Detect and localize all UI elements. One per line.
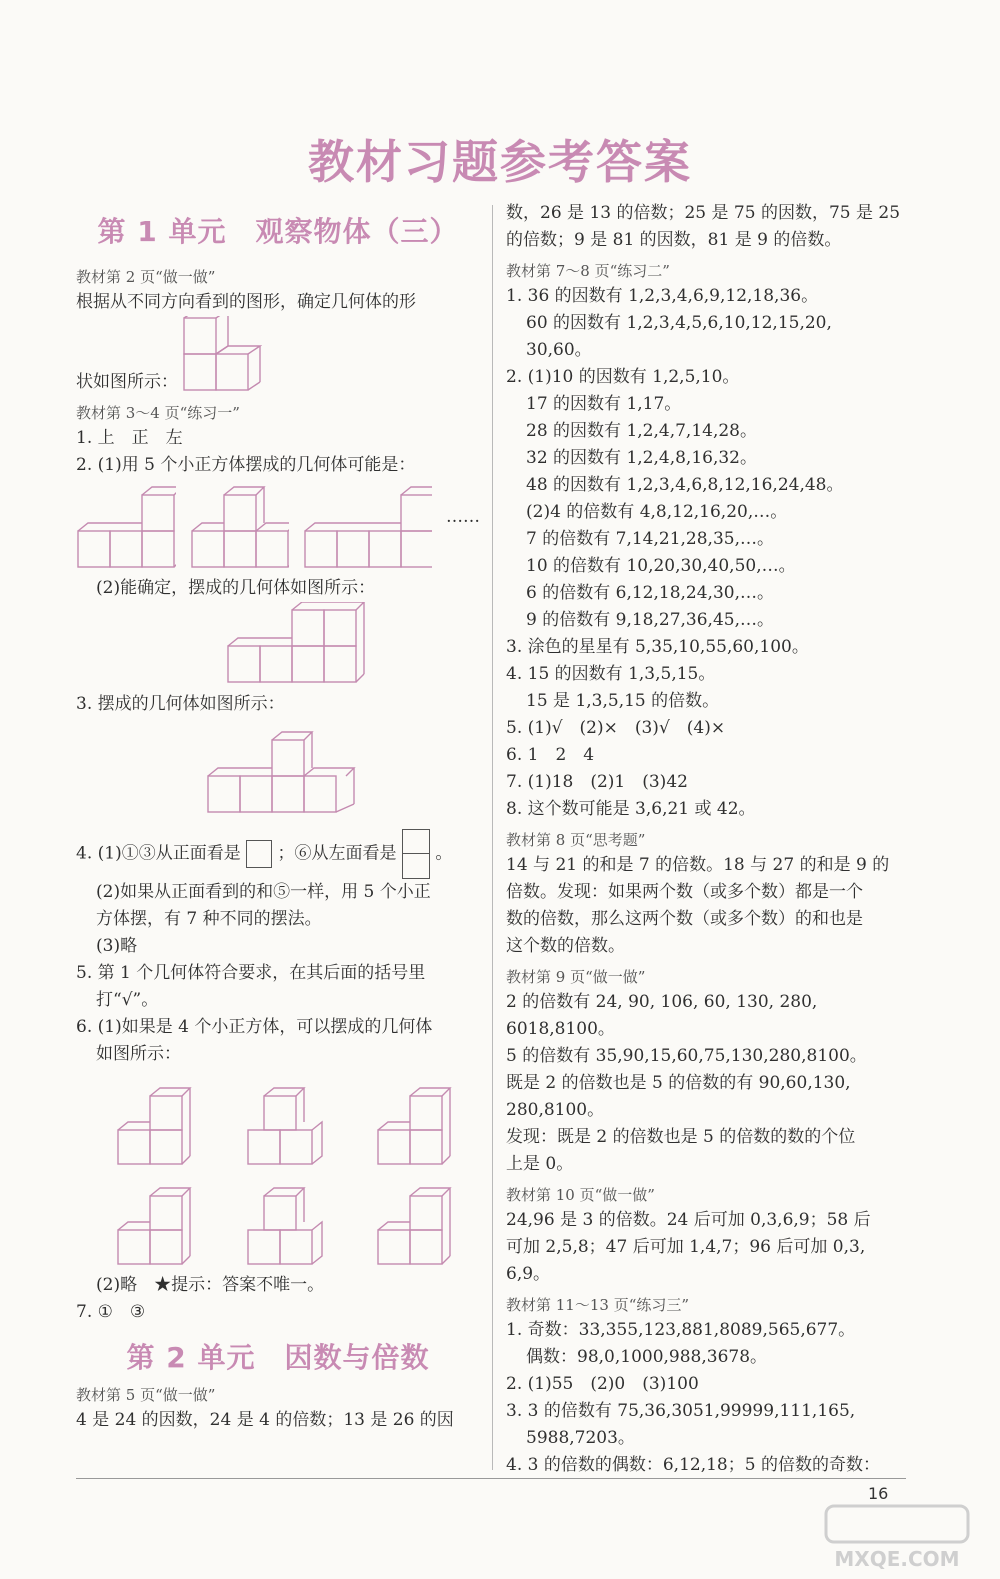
page-number: 16	[868, 1484, 889, 1503]
text-line: 发现：既是 2 的倍数也是 5 的倍数的数的个位	[506, 1127, 856, 1147]
watermark-text: MXQE.COM	[834, 1547, 960, 1571]
text-fragment: 4. (1)①③从正面看是	[76, 843, 241, 864]
unit-1-title: 第 1 单元 观察物体（三）	[97, 215, 459, 248]
section-heading: 教材第 11～13 页“练习三”	[506, 1296, 690, 1314]
left-column	[76, 210, 480, 1434]
section-heading: 教材第 8 页“思考题”	[506, 831, 646, 849]
answer-line: 打“√”。	[96, 990, 159, 1010]
answer-line: 7 的倍数有 7,14,21,28,35,…。	[526, 529, 774, 549]
answer-line: 6. (1)如果是 4 个小正方体，可以摆成的几何体	[76, 1017, 433, 1037]
text-line: 280,8100。	[506, 1100, 605, 1120]
ellipsis: ……	[445, 507, 480, 527]
text-fragment: ；⑥从左面看是	[277, 843, 397, 864]
answer-line: 48 的因数有 1,2,3,4,6,8,12,16,24,48。	[526, 475, 844, 495]
cube-figure-6c	[376, 1078, 476, 1168]
right-column	[506, 200, 906, 1479]
section-heading: 教材第 5 页“做一做”	[76, 1386, 216, 1404]
answer-line: 8. 这个数可能是 3,6,21 或 42。	[506, 799, 756, 819]
answer-line: (2)能确定，摆成的几何体如图所示：	[96, 578, 376, 598]
text-line: 5 的倍数有 35,90,15,60,75,130,280,8100。	[506, 1046, 867, 1066]
footer-rule	[76, 1478, 906, 1479]
answer-line: 7. (1)18 (2)1 (3)42	[506, 772, 688, 792]
answer-line: (2)略 ★提示：答案不唯一。	[96, 1275, 325, 1295]
answer-line: 如图所示：	[96, 1044, 181, 1064]
text-line: 2 的倍数有 24, 90, 106, 60, 130, 280,	[506, 992, 818, 1012]
answer-line: 偶数：98,0,1000,988,3678。	[526, 1347, 768, 1367]
answer-line: 2. (1)用 5 个小正方体摆成的几何体可能是：	[76, 455, 416, 475]
text-line: 既是 2 的倍数也是 5 的倍数的有 90,60,130,	[506, 1073, 851, 1093]
text-fragment: 。	[435, 843, 453, 864]
answer-line: 4. 15 的因数有 1,3,5,15。	[506, 664, 716, 684]
answer-line: 6. 1 2 4	[506, 745, 595, 765]
answer-line: 2. (1)10 的因数有 1,2,5,10。	[506, 367, 740, 387]
answer-line	[76, 829, 480, 879]
cube-figure-3	[226, 602, 366, 686]
cube-figure-6e	[246, 1178, 346, 1268]
text-line: 数的倍数，那么这两个数（或多个数）的和也是	[506, 909, 863, 929]
answer-line: (2)如果从正面看到的和⑤一样，用 5 个小正	[96, 882, 431, 902]
answer-line: (3)略	[96, 936, 138, 956]
answer-line: 2. (1)55 (2)0 (3)100	[506, 1374, 699, 1394]
cube-figure-4	[206, 718, 366, 818]
answer-line: 1. 奇数：33,355,123,881,8089,565,677。	[506, 1320, 856, 1340]
answer-line: 3. 3 的倍数有 75,36,3051,99999,111,165,	[506, 1401, 856, 1421]
cube-figure-2a	[76, 483, 176, 571]
square-shape-icon	[246, 840, 272, 868]
answer-line: 6 的倍数有 6,12,18,24,30,…。	[526, 583, 774, 603]
cube-figure-6d	[116, 1178, 216, 1268]
answer-line: 5. (1)√ (2)× (3)√ (4)×	[506, 718, 726, 738]
section-heading: 教材第 3～4 页“练习一”	[76, 404, 240, 422]
answer-line: 3. 涂色的星星有 5,35,10,55,60,100。	[506, 637, 809, 657]
section-heading: 教材第 10 页“做一做”	[506, 1186, 655, 1204]
unit-2-title: 第 2 单元 因数与倍数	[126, 1341, 430, 1374]
text-line: 14 与 21 的和是 7 的倍数。18 与 27 的和是 9 的	[506, 855, 890, 875]
answer-line: 方体摆，有 7 种不同的摆法。	[96, 909, 322, 929]
text-line: 这个数的倍数。	[506, 936, 625, 956]
cube-figure-2c	[303, 483, 432, 571]
text-line: 倍数。发现：如果两个数（或多个数）都是一个	[506, 882, 863, 902]
answer-line: 5. 第 1 个几何体符合要求，在其后面的括号里	[76, 963, 426, 983]
answer-line: 1. 上 正 左	[76, 428, 183, 448]
text-line: 可加 2,5,8；47 后可加 1,4,7；96 后可加 0,3,	[506, 1237, 866, 1257]
answer-line: 1. 36 的因数有 1,2,3,4,6,9,12,18,36。	[506, 286, 819, 306]
answer-line: 32 的因数有 1,2,4,8,16,32。	[526, 448, 757, 468]
cube-figure-2b	[190, 483, 290, 571]
text-line: 的倍数；9 是 81 的因数，81 是 9 的倍数。	[506, 230, 842, 250]
watermark-logo-icon	[822, 1500, 972, 1572]
cube-figure-6a	[116, 1078, 216, 1168]
text-line: 状如图所示：	[76, 372, 178, 392]
page-title: 教材习题参考答案	[308, 135, 692, 189]
answer-line: 7. ① ③	[76, 1302, 146, 1322]
answer-line: 3. 摆成的几何体如图所示：	[76, 694, 285, 714]
cube-figure-6b	[246, 1078, 346, 1168]
answer-line: (2)4 的倍数有 4,8,12,16,20,…。	[526, 502, 788, 522]
answer-line: 9 的倍数有 9,18,27,36,45,…。	[526, 610, 774, 630]
answer-line: 10 的倍数有 10,20,30,40,50,…。	[526, 556, 796, 576]
answer-line: 17 的因数有 1,17。	[526, 394, 682, 414]
text-line: 上是 0。	[506, 1154, 574, 1174]
answer-line: 15 是 1,3,5,15 的倍数。	[526, 691, 720, 711]
answer-line: 4. 3 的倍数的偶数：6,12,18；5 的倍数的奇数：	[506, 1455, 880, 1475]
text-line: 6018,8100。	[506, 1019, 615, 1039]
section-heading: 教材第 2 页“做一做”	[76, 268, 216, 286]
column-divider	[492, 205, 493, 1470]
answer-line: 5988,7203。	[526, 1428, 635, 1448]
section-heading: 教材第 7～8 页“练习二”	[506, 262, 670, 280]
text-line: 6,9。	[506, 1264, 551, 1284]
answer-line: 30,60。	[526, 340, 592, 360]
text-line: 24,96 是 3 的倍数。24 后可加 0,3,6,9；58 后	[506, 1210, 871, 1230]
split-rectangle-icon	[402, 829, 430, 879]
answer-line: 28 的因数有 1,2,4,7,14,28。	[526, 421, 757, 441]
text-line: 4 是 24 的因数，24 是 4 的倍数；13 是 26 的因	[76, 1410, 454, 1430]
cube-figure-6f	[376, 1178, 476, 1268]
cube-figure-1	[182, 316, 262, 396]
answer-line: 60 的因数有 1,2,3,4,5,6,10,12,15,20,	[526, 313, 832, 333]
section-heading: 教材第 9 页“做一做”	[506, 968, 646, 986]
text-line: 数，26 是 13 的倍数；25 是 75 的因数，75 是 25	[506, 203, 901, 223]
text-line: 根据从不同方向看到的图形，确定几何体的形	[76, 292, 416, 312]
